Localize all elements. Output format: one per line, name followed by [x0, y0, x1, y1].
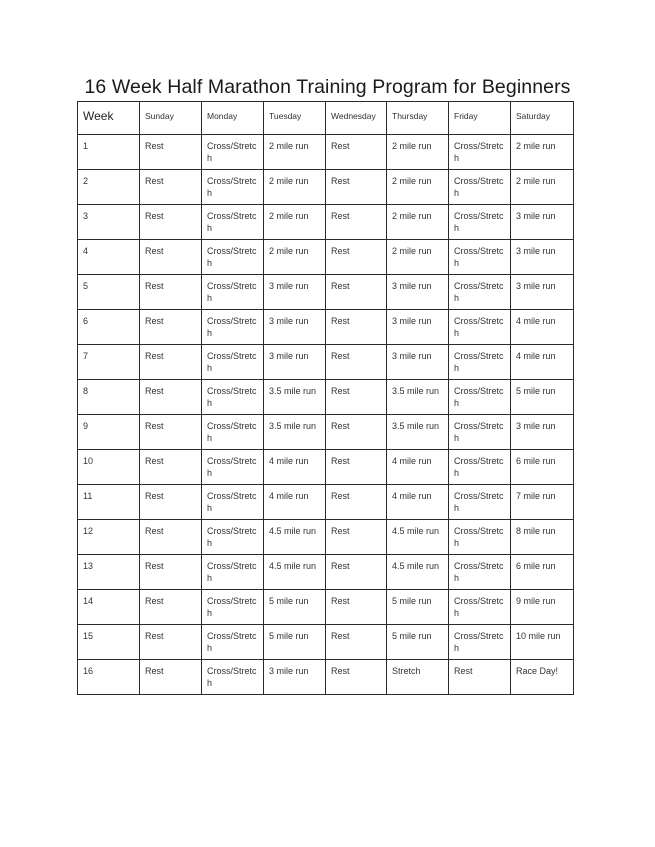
cell-monday: Cross/Stretch	[202, 450, 264, 485]
cell-wednesday: Rest	[326, 415, 387, 450]
week-number-cell: 16	[78, 660, 140, 695]
week-number-cell: 5	[78, 275, 140, 310]
cell-tuesday: 2 mile run	[264, 205, 326, 240]
table-row	[78, 205, 574, 240]
week-number-cell: 10	[78, 450, 140, 485]
cell-thursday: 4.5 mile run	[387, 555, 449, 590]
cell-monday: Cross/Stretch	[202, 590, 264, 625]
cell-tuesday: 3 mile run	[264, 275, 326, 310]
cell-friday: Rest	[449, 660, 511, 695]
cell-tuesday: 2 mile run	[264, 135, 326, 170]
cell-sunday: Rest	[140, 660, 202, 695]
week-number-cell: 8	[78, 380, 140, 415]
cell-saturday: 3 mile run	[511, 205, 574, 240]
cell-tuesday: 3 mile run	[264, 660, 326, 695]
cell-friday: Cross/Stretch	[449, 590, 511, 625]
cell-saturday: 8 mile run	[511, 520, 574, 555]
table-row	[78, 485, 574, 520]
column-header-monday: Monday	[202, 102, 264, 135]
column-header-sunday: Sunday	[140, 102, 202, 135]
cell-thursday: 2 mile run	[387, 170, 449, 205]
week-number-cell: 9	[78, 415, 140, 450]
cell-sunday: Rest	[140, 520, 202, 555]
cell-sunday: Rest	[140, 415, 202, 450]
cell-saturday: Race Day!	[511, 660, 574, 695]
column-header-wednesday: Wednesday	[326, 102, 387, 135]
table-row	[78, 415, 574, 450]
cell-thursday: 2 mile run	[387, 135, 449, 170]
cell-tuesday: 4 mile run	[264, 450, 326, 485]
cell-friday: Cross/Stretch	[449, 275, 511, 310]
cell-wednesday: Rest	[326, 625, 387, 660]
table-row	[78, 520, 574, 555]
cell-thursday: 5 mile run	[387, 625, 449, 660]
cell-monday: Cross/Stretch	[202, 275, 264, 310]
week-number-cell: 3	[78, 205, 140, 240]
cell-tuesday: 4.5 mile run	[264, 520, 326, 555]
table-row	[78, 310, 574, 345]
week-number-cell: 14	[78, 590, 140, 625]
cell-saturday: 9 mile run	[511, 590, 574, 625]
cell-tuesday: 3 mile run	[264, 310, 326, 345]
cell-wednesday: Rest	[326, 380, 387, 415]
cell-thursday: 2 mile run	[387, 240, 449, 275]
cell-sunday: Rest	[140, 170, 202, 205]
cell-friday: Cross/Stretch	[449, 415, 511, 450]
cell-friday: Cross/Stretch	[449, 310, 511, 345]
cell-wednesday: Rest	[326, 660, 387, 695]
cell-monday: Cross/Stretch	[202, 310, 264, 345]
week-number-cell: 4	[78, 240, 140, 275]
cell-wednesday: Rest	[326, 590, 387, 625]
table-body	[78, 135, 574, 695]
cell-wednesday: Rest	[326, 450, 387, 485]
table-row	[78, 345, 574, 380]
cell-friday: Cross/Stretch	[449, 345, 511, 380]
cell-wednesday: Rest	[326, 170, 387, 205]
page-title: 16 Week Half Marathon Training Program for Beginners	[84, 76, 571, 98]
cell-saturday: 6 mile run	[511, 555, 574, 590]
cell-thursday: 3.5 mile run	[387, 415, 449, 450]
cell-friday: Cross/Stretch	[449, 205, 511, 240]
table-row	[78, 275, 574, 310]
cell-monday: Cross/Stretch	[202, 520, 264, 555]
cell-saturday: 3 mile run	[511, 240, 574, 275]
cell-monday: Cross/Stretch	[202, 415, 264, 450]
cell-saturday: 2 mile run	[511, 170, 574, 205]
cell-tuesday: 4.5 mile run	[264, 555, 326, 590]
cell-tuesday: 2 mile run	[264, 240, 326, 275]
week-number-cell: 12	[78, 520, 140, 555]
cell-sunday: Rest	[140, 485, 202, 520]
cell-monday: Cross/Stretch	[202, 660, 264, 695]
week-number-cell: 6	[78, 310, 140, 345]
column-header-thursday: Thursday	[387, 102, 449, 135]
cell-monday: Cross/Stretch	[202, 240, 264, 275]
cell-saturday: 5 mile run	[511, 380, 574, 415]
cell-monday: Cross/Stretch	[202, 485, 264, 520]
cell-thursday: 4 mile run	[387, 485, 449, 520]
week-number-cell: 15	[78, 625, 140, 660]
cell-wednesday: Rest	[326, 240, 387, 275]
cell-thursday: 3.5 mile run	[387, 380, 449, 415]
cell-monday: Cross/Stretch	[202, 345, 264, 380]
cell-thursday: 3 mile run	[387, 345, 449, 380]
cell-tuesday: 2 mile run	[264, 170, 326, 205]
cell-monday: Cross/Stretch	[202, 380, 264, 415]
cell-monday: Cross/Stretch	[202, 135, 264, 170]
table-row	[78, 380, 574, 415]
cell-saturday: 3 mile run	[511, 275, 574, 310]
week-number-cell: 11	[78, 485, 140, 520]
week-number-cell: 7	[78, 345, 140, 380]
cell-friday: Cross/Stretch	[449, 555, 511, 590]
training-schedule-table	[77, 101, 574, 695]
cell-sunday: Rest	[140, 205, 202, 240]
cell-sunday: Rest	[140, 450, 202, 485]
header-row	[78, 102, 574, 135]
cell-saturday: 7 mile run	[511, 485, 574, 520]
column-header-tuesday: Tuesday	[264, 102, 326, 135]
cell-friday: Cross/Stretch	[449, 450, 511, 485]
cell-monday: Cross/Stretch	[202, 205, 264, 240]
cell-thursday: Stretch	[387, 660, 449, 695]
cell-saturday: 10 mile run	[511, 625, 574, 660]
cell-friday: Cross/Stretch	[449, 135, 511, 170]
cell-monday: Cross/Stretch	[202, 625, 264, 660]
cell-thursday: 4.5 mile run	[387, 520, 449, 555]
week-number-cell: 13	[78, 555, 140, 590]
table-row	[78, 555, 574, 590]
cell-sunday: Rest	[140, 345, 202, 380]
cell-friday: Cross/Stretch	[449, 485, 511, 520]
cell-sunday: Rest	[140, 275, 202, 310]
cell-monday: Cross/Stretch	[202, 170, 264, 205]
cell-friday: Cross/Stretch	[449, 625, 511, 660]
table-row	[78, 240, 574, 275]
cell-friday: Cross/Stretch	[449, 170, 511, 205]
cell-sunday: Rest	[140, 625, 202, 660]
cell-thursday: 3 mile run	[387, 310, 449, 345]
cell-thursday: 2 mile run	[387, 205, 449, 240]
table-row	[78, 625, 574, 660]
cell-tuesday: 3 mile run	[264, 345, 326, 380]
table-row	[78, 660, 574, 695]
cell-wednesday: Rest	[326, 275, 387, 310]
table-row	[78, 590, 574, 625]
cell-thursday: 3 mile run	[387, 275, 449, 310]
week-number-cell: 2	[78, 170, 140, 205]
cell-sunday: Rest	[140, 240, 202, 275]
cell-friday: Cross/Stretch	[449, 240, 511, 275]
column-header-saturday: Saturday	[511, 102, 574, 135]
column-header-friday: Friday	[449, 102, 511, 135]
cell-saturday: 4 mile run	[511, 345, 574, 380]
cell-monday: Cross/Stretch	[202, 555, 264, 590]
cell-wednesday: Rest	[326, 345, 387, 380]
cell-saturday: 3 mile run	[511, 415, 574, 450]
cell-tuesday: 3.5 mile run	[264, 415, 326, 450]
cell-tuesday: 3.5 mile run	[264, 380, 326, 415]
cell-wednesday: Rest	[326, 135, 387, 170]
cell-wednesday: Rest	[326, 485, 387, 520]
cell-sunday: Rest	[140, 310, 202, 345]
cell-saturday: 4 mile run	[511, 310, 574, 345]
week-number-cell: 1	[78, 135, 140, 170]
cell-friday: Cross/Stretch	[449, 380, 511, 415]
table-row	[78, 135, 574, 170]
cell-wednesday: Rest	[326, 520, 387, 555]
cell-thursday: 4 mile run	[387, 450, 449, 485]
cell-sunday: Rest	[140, 135, 202, 170]
cell-saturday: 2 mile run	[511, 135, 574, 170]
cell-sunday: Rest	[140, 555, 202, 590]
cell-tuesday: 4 mile run	[264, 485, 326, 520]
cell-sunday: Rest	[140, 380, 202, 415]
table-row	[78, 450, 574, 485]
table-row	[78, 170, 574, 205]
cell-tuesday: 5 mile run	[264, 625, 326, 660]
cell-thursday: 5 mile run	[387, 590, 449, 625]
cell-sunday: Rest	[140, 590, 202, 625]
cell-friday: Cross/Stretch	[449, 520, 511, 555]
column-header-week: Week	[78, 102, 140, 135]
cell-wednesday: Rest	[326, 555, 387, 590]
cell-wednesday: Rest	[326, 205, 387, 240]
cell-wednesday: Rest	[326, 310, 387, 345]
cell-saturday: 6 mile run	[511, 450, 574, 485]
cell-tuesday: 5 mile run	[264, 590, 326, 625]
